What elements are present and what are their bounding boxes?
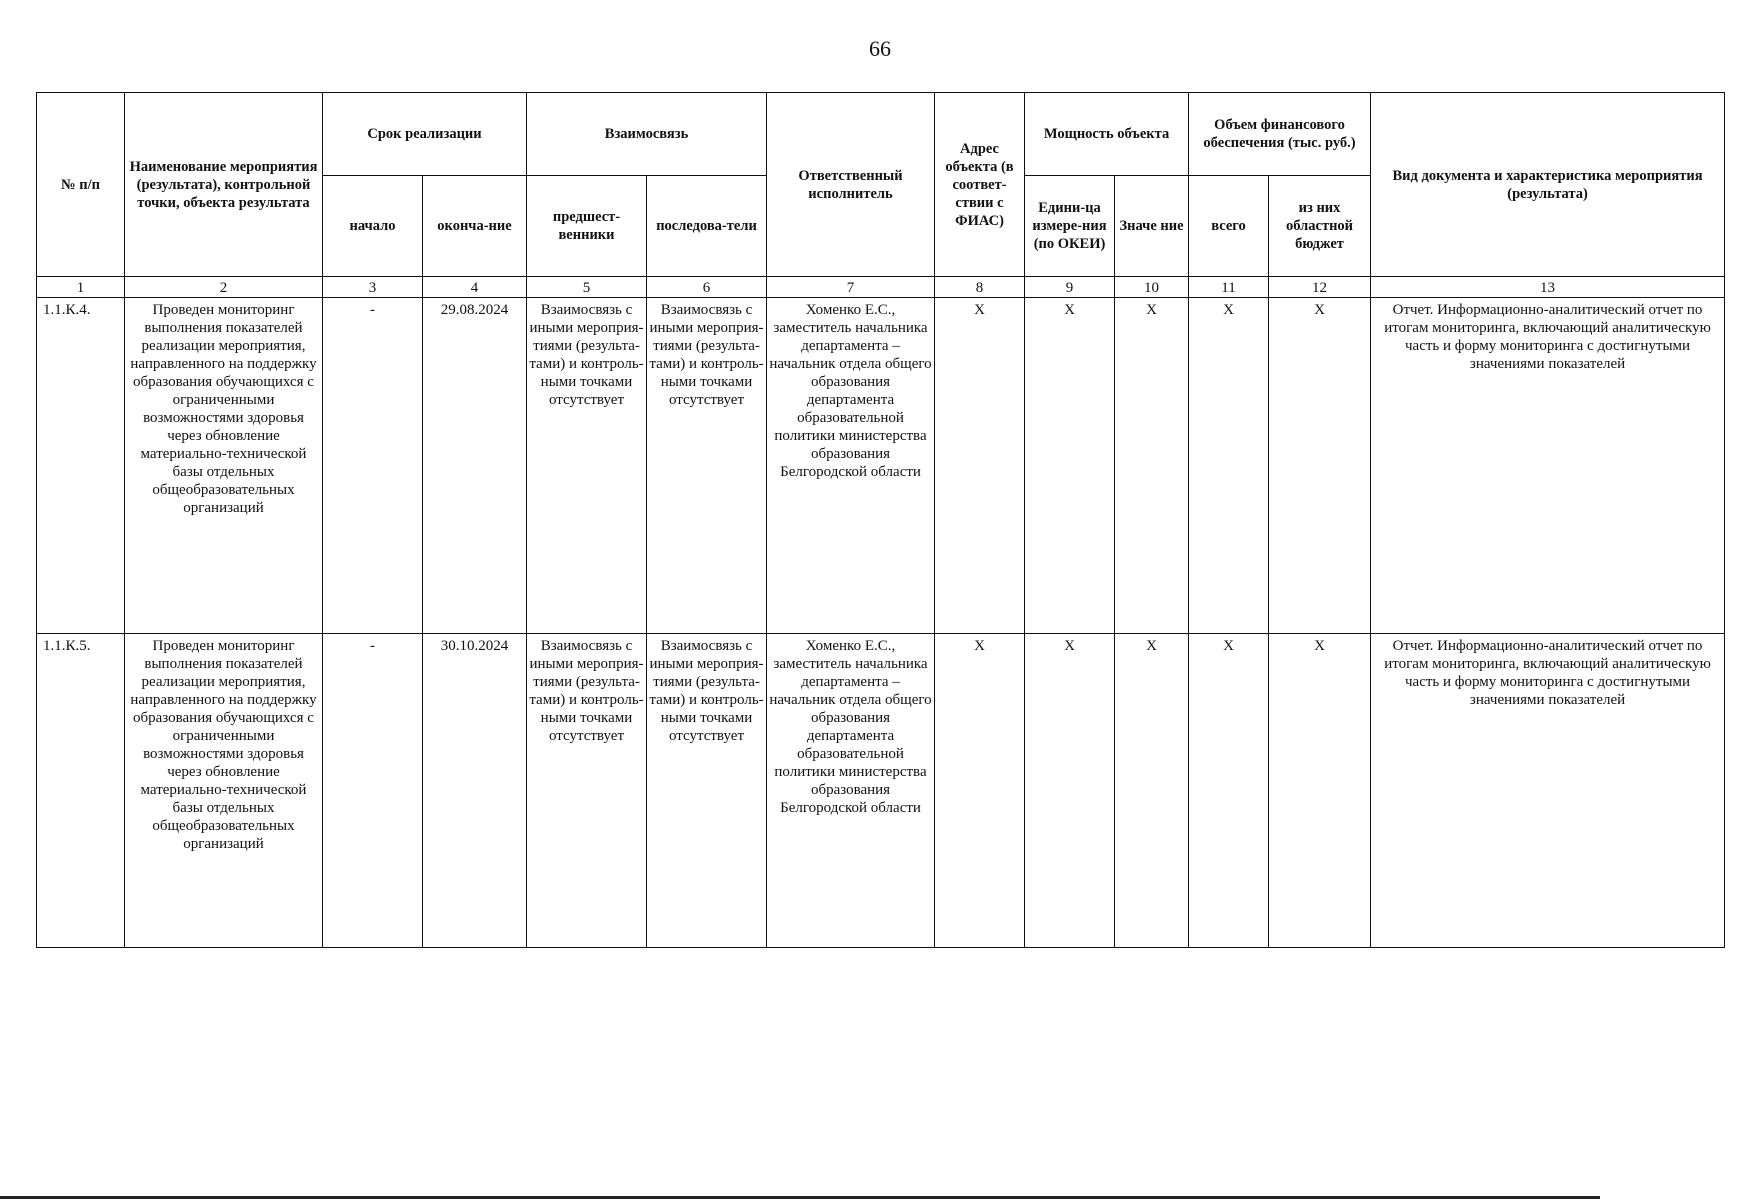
header-link: Взаимосвязь	[527, 93, 767, 176]
header-link-next: последова-тели	[647, 176, 767, 277]
header-doc: Вид документа и характеристика мероприятия (результата)	[1371, 93, 1725, 277]
column-number: 5	[527, 277, 647, 298]
header-responsible: Ответственный исполнитель	[767, 93, 935, 277]
row-unit: Х	[1025, 634, 1115, 948]
row-unit: Х	[1025, 298, 1115, 634]
row-total: Х	[1189, 634, 1269, 948]
header-capacity-unit: Едини-ца измере-ния (по ОКЕИ)	[1025, 176, 1115, 277]
row-end: 29.08.2024	[423, 298, 527, 634]
row-value: Х	[1115, 298, 1189, 634]
row-value: Х	[1115, 634, 1189, 948]
row-total: Х	[1189, 298, 1269, 634]
row-start: -	[323, 298, 423, 634]
row-id: 1.1.К.4.	[37, 298, 125, 634]
column-number: 1	[37, 277, 125, 298]
column-number: 12	[1269, 277, 1371, 298]
header-link-prev: предшест-венники	[527, 176, 647, 277]
row-regional: Х	[1269, 298, 1371, 634]
column-number: 7	[767, 277, 935, 298]
column-number: 11	[1189, 277, 1269, 298]
row-address: Х	[935, 298, 1025, 634]
row-doc: Отчет. Информационно-аналитический отчет по итогам мониторинга, включающий аналитическую часть и форму мониторинга с достигнутыми значениями показателей	[1371, 634, 1725, 948]
header-finance-regional: из них областной бюджет	[1269, 176, 1371, 277]
row-next: Взаимосвязь с иными мероприя-тиями (результа-тами) и контроль-ными точками отсутствует	[647, 634, 767, 948]
row-name: Проведен мониторинг выполнения показателей реализации мероприятия, направленного на поддержку образования обучающихся с ограниченными возможностями здоровья через обновление материально-технической базы отдельных общеобразовательных организаций	[125, 298, 323, 634]
table-row	[37, 634, 1725, 948]
page-number: 66	[869, 36, 891, 61]
scan-bottom-rule	[0, 1196, 1600, 1199]
header-row-1	[37, 93, 1725, 176]
row-regional: Х	[1269, 634, 1371, 948]
column-number-row	[37, 277, 1725, 298]
row-end: 30.10.2024	[423, 634, 527, 948]
column-number: 10	[1115, 277, 1189, 298]
header-period: Срок реализации	[323, 93, 527, 176]
column-number: 8	[935, 277, 1025, 298]
row-responsible: Хоменко Е.С., заместитель начальника департамента – начальник отдела общего образования департамента образовательной политики министерства образования Белгородской области	[767, 634, 935, 948]
row-address: Х	[935, 634, 1025, 948]
column-number: 4	[423, 277, 527, 298]
row-responsible: Хоменко Е.С., заместитель начальника департамента – начальник отдела общего образования департамента образовательной политики министерства образования Белгородской области	[767, 298, 935, 634]
plan-table	[36, 92, 1725, 948]
row-doc: Отчет. Информационно-аналитический отчет по итогам мониторинга, включающий аналитическую часть и форму мониторинга с достигнутыми значениями показателей	[1371, 298, 1725, 634]
header-capacity-value: Значе ние	[1115, 176, 1189, 277]
header-period-start: начало	[323, 176, 423, 277]
header-finance: Объем финансового обеспечения (тыс. руб.)	[1189, 93, 1371, 176]
row-prev: Взаимосвязь с иными мероприя-тиями (результа-тами) и контроль-ными точками отсутствует	[527, 634, 647, 948]
row-id: 1.1.К.5.	[37, 634, 125, 948]
header-period-end: оконча-ние	[423, 176, 527, 277]
header-capacity: Мощность объекта	[1025, 93, 1189, 176]
table-row	[37, 298, 1725, 634]
row-next: Взаимосвязь с иными мероприя-тиями (результа-тами) и контроль-ными точками отсутствует	[647, 298, 767, 634]
row-start: -	[323, 634, 423, 948]
header-name: Наименование мероприятия (результата), контрольной точки, объекта результата	[125, 93, 323, 277]
header-finance-total: всего	[1189, 176, 1269, 277]
column-number: 3	[323, 277, 423, 298]
header-num: № п/п	[37, 93, 125, 277]
column-number: 6	[647, 277, 767, 298]
row-name: Проведен мониторинг выполнения показателей реализации мероприятия, направленного на поддержку образования обучающихся с ограниченными возможностями здоровья через обновление материально-технической базы отдельных общеобразовательных организаций	[125, 634, 323, 948]
column-number: 9	[1025, 277, 1115, 298]
row-prev: Взаимосвязь с иными мероприя-тиями (результа-тами) и контроль-ными точками отсутствует	[527, 298, 647, 634]
column-number: 13	[1371, 277, 1725, 298]
header-address: Адрес объекта (в соответ-ствии с ФИАС)	[935, 93, 1025, 277]
column-number: 2	[125, 277, 323, 298]
